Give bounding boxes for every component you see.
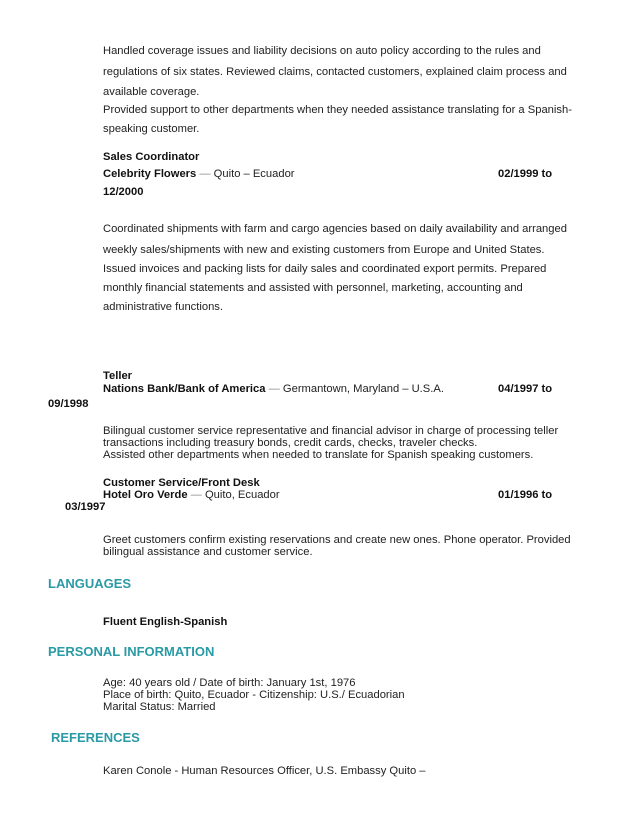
intro-line-3: available coverage.: [103, 86, 200, 98]
intro-line-4: Provided support to other departments when they needed assistance translating for a Spanish-: [103, 104, 572, 116]
date-to-sales: 12/2000: [103, 186, 144, 198]
teller-desc-3: Assisted other departments when needed to translate for Spanish speaking customers.: [103, 449, 534, 461]
separator: —: [190, 489, 202, 501]
intro-line-1: Handled coverage issues and liability decisions on auto policy according to the rules and: [103, 45, 541, 57]
desk-desc-2: bilingual assistance and customer service.: [103, 546, 313, 558]
sales-desc-5: administrative functions.: [103, 301, 224, 313]
teller-desc-2: transactions including treasury bonds, credit cards, checks, traveler checks.: [103, 437, 478, 449]
job-title-sales: Sales Coordinator: [103, 151, 200, 163]
location: Quito – Ecuador: [213, 168, 295, 180]
job-company-line-desk: [103, 488, 280, 502]
personal-line-1: Age: 40 years old / Date of birth: January 1st, 1976: [103, 677, 356, 689]
job-company-line-sales: [103, 167, 295, 181]
sales-desc-2: weekly sales/shipments with new and existing customers from Europe and United States.: [103, 244, 545, 256]
company-name: Celebrity Flowers: [103, 168, 197, 180]
location: Quito, Ecuador: [204, 489, 280, 501]
date-from-sales: 02/1999 to: [498, 168, 553, 180]
references-line-1: Karen Conole - Human Resources Officer, U.S. Embassy Quito –: [103, 765, 426, 777]
sales-desc-1: Coordinated shipments with farm and cargo agencies based on daily availability and arranged: [103, 223, 567, 235]
sales-desc-4: monthly financial statements and assisted with personnel, marketing, accounting and: [103, 282, 523, 294]
personal-line-3: Marital Status: Married: [103, 701, 216, 713]
intro-line-5: speaking customer.: [103, 123, 200, 135]
date-to-teller: 09/1998: [48, 398, 89, 410]
date-from-teller: 04/1997 to: [498, 383, 553, 395]
date-from-desk: 01/1996 to: [498, 489, 553, 501]
references-heading: REFERENCES: [51, 730, 140, 745]
location: Germantown, Maryland – U.S.A.: [282, 383, 444, 395]
date-to-desk: 03/1997: [65, 501, 106, 513]
teller-desc-1: Bilingual customer service representative and financial advisor in charge of processing teller: [103, 425, 559, 437]
languages-heading: LANGUAGES: [48, 576, 132, 591]
languages-value: Fluent English-Spanish: [103, 616, 228, 628]
separator: —: [199, 168, 211, 180]
company-name: Nations Bank/Bank of America: [103, 383, 266, 395]
job-company-line-teller: [103, 382, 444, 396]
personal-heading: PERSONAL INFORMATION: [48, 644, 215, 659]
intro-line-2: regulations of six states. Reviewed claims, contacted customers, explained claim process and: [103, 66, 567, 78]
job-title-desk: Customer Service/Front Desk: [103, 477, 260, 489]
personal-line-2: Place of birth: Quito, Ecuador - Citizenship: U.S./ Ecuadorian: [103, 689, 405, 701]
company-name: Hotel Oro Verde: [103, 489, 188, 501]
separator: —: [268, 383, 280, 395]
desk-desc-1: Greet customers confirm existing reservations and create new ones. Phone operator. Provided: [103, 534, 571, 546]
sales-desc-3: Issued invoices and packing lists for daily sales and coordinated export permits. Prepared: [103, 263, 547, 275]
job-title-teller: Teller: [103, 370, 133, 382]
